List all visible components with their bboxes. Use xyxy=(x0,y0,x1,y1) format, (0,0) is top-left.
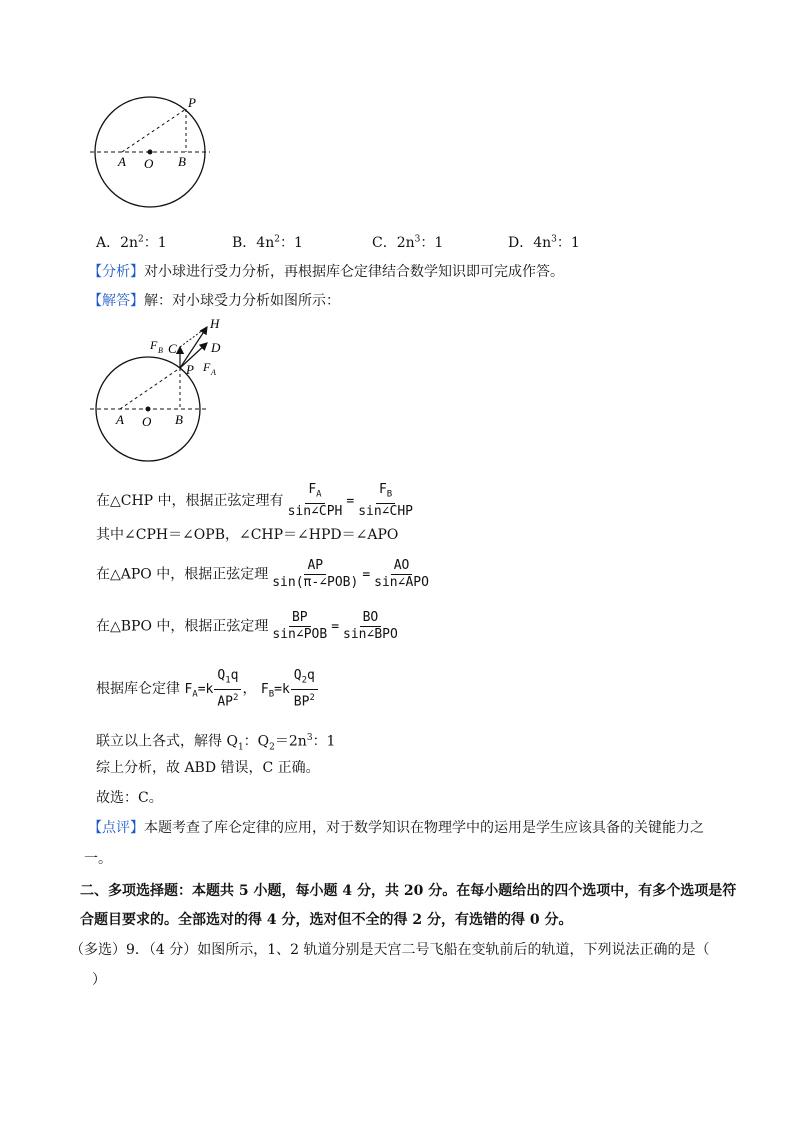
fraction-fa: $\frac{F_A}{\text{sin∠CPH}}$ xyxy=(287,482,343,519)
comment-text: 本题考查了库仑定律的应用，对于数学知识在物理学中的运用是学生应该具备的关键能力之 xyxy=(144,820,704,836)
center-dot xyxy=(146,407,151,412)
option-c[interactable]: C．$2n^3$：1 xyxy=(372,234,444,251)
label-fa: F xyxy=(203,360,211,374)
label-fb-sub: B xyxy=(158,346,163,355)
center-dot xyxy=(148,150,153,155)
label-p: P xyxy=(186,362,194,377)
equation-sine-chp: 在△CHP 中，根据正弦定理有 $\frac{F_A}{\text{sin∠CPH}}$ = $\frac{F_B}{\text{sin∠CHP}}$ xyxy=(96,482,417,520)
option-b[interactable]: B．$4n^2$：1 xyxy=(232,234,303,251)
comment-continuation: 一。 xyxy=(84,851,112,867)
fraction-ap: $\frac{AP}{\text{sin(π-∠POB)}}$ xyxy=(272,558,359,590)
analysis-tag: 【分析】 xyxy=(88,264,144,280)
label-p: P xyxy=(188,95,196,110)
line-ap xyxy=(120,368,180,409)
fraction-bo: $\frac{BO}{\text{sin∠BPO}}$ xyxy=(343,610,398,642)
label-fb: F xyxy=(150,338,158,352)
equation-sine-bpo: 在△BPO 中，根据正弦定理 $\frac{BP}{\text{sin∠POB}}$ = $\frac{BO}{\text{sin∠BPO}}$ xyxy=(96,610,402,643)
label-a: A xyxy=(116,412,124,427)
analysis-line xyxy=(88,262,564,282)
label-b: B xyxy=(178,154,186,169)
angle-relations: 其中∠CPH＝∠OPB，∠CHP＝∠HPD＝∠APO xyxy=(96,527,399,543)
label-o: O xyxy=(144,156,154,171)
fraction-bp: $\frac{BP}{\text{sin∠POB}}$ xyxy=(272,610,328,642)
comment-tag: 【点评】 xyxy=(88,820,144,836)
option-a[interactable]: A．$2n^2$：1 xyxy=(96,234,167,251)
fraction-coulomb-a: $\frac{Q_1q}{AP^2}$ xyxy=(214,668,241,710)
figure-circle-1 xyxy=(88,92,218,208)
label-o: O xyxy=(142,414,152,429)
comment-line xyxy=(88,818,704,838)
fraction-fb: $\frac{F_B}{\text{sin∠CHP}}$ xyxy=(358,482,413,519)
line-ch xyxy=(180,327,207,347)
line-ap xyxy=(122,109,186,152)
fraction-coulomb-b: $\frac{Q_2q}{BP^2}$ xyxy=(291,668,318,710)
analysis-text: 对小球进行受力分析，再根据库仑定律结合数学知识即可完成作答。 xyxy=(144,264,564,280)
fraction-ao: $\frac{AO}{\text{sin∠APO}}$ xyxy=(374,558,429,590)
equation-sine-apo: 在△APO 中，根据正弦定理 $\frac{AP}{\text{sin(π-∠POB)}}$ = $\frac{AO}{\text{sin∠APO}}$ xyxy=(96,558,433,591)
label-c: C xyxy=(168,341,177,356)
conclusion-line: 综上分析，故 ABD 错误，C 正确。 xyxy=(96,760,320,776)
solution-line xyxy=(88,291,340,311)
option-d[interactable]: D．$4n^3$：1 xyxy=(508,234,580,251)
section-heading-line1: 二、多项选择题：本题共 5 小题，每小题 4 分，共 20 分。在每小题给出的四个选项中，有多个选项是符 xyxy=(80,883,737,899)
result-line: 联立以上各式，解得 $Q_1$：$Q_2=2n^3$：1 xyxy=(96,733,336,753)
label-a: A xyxy=(118,154,126,169)
label-h: H xyxy=(210,316,220,331)
answer-line: 故选：C。 xyxy=(96,790,163,806)
question-9-line2: ） xyxy=(92,972,106,988)
label-fa-sub: A xyxy=(211,368,216,377)
figure-force-diagram xyxy=(88,313,228,468)
section-heading-line2: 合题目要求的。全部选对的得 4 分，选对但不全的得 2 分，有选错的得 0 分。 xyxy=(80,912,573,928)
solution-tag: 【解答】 xyxy=(88,293,144,309)
equation-coulomb: 根据库仑定律 $F_A=k$ $\frac{Q_1q}{AP^2}$ ， $F_B=k$ $\frac{Q_2q}{BP^2}$ xyxy=(96,668,319,710)
label-b: B xyxy=(175,412,183,427)
question-9-line1: （多选）9．（4 分）如图所示，1、2 轨道分别是天宫二号飞船在变轨前后的轨道，下列说法正确的是（ xyxy=(70,942,710,958)
solution-text: 解：对小球受力分析如图所示： xyxy=(144,293,340,309)
label-d: D xyxy=(211,340,221,355)
